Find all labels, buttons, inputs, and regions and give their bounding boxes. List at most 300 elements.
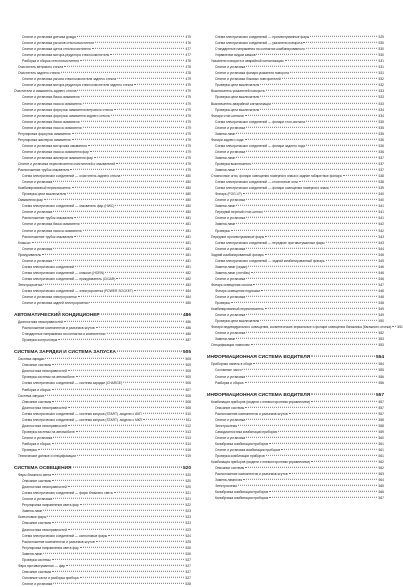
toc-page-number: 557 bbox=[378, 405, 384, 410]
dot-leader bbox=[43, 510, 184, 511]
toc-entry-title: Система зарядки bbox=[18, 357, 45, 362]
toc-left-column bbox=[14, 34, 191, 587]
dot-leader bbox=[53, 583, 184, 584]
toc-entry-title: Проверка системы bbox=[22, 557, 51, 562]
toc-page-number: 546 bbox=[378, 270, 384, 275]
dot-leader bbox=[72, 133, 185, 134]
toc-entry-title: Расположение трубок омывателя bbox=[18, 168, 70, 173]
toc-page-number: 527 bbox=[185, 575, 191, 580]
toc-entry-title: Снятие и установка bbox=[215, 216, 246, 221]
toc-page-number: 530 bbox=[378, 47, 384, 52]
section-gap bbox=[14, 343, 191, 346]
toc-entry-title: Очиститель заднего стекла bbox=[18, 71, 60, 76]
toc-entry-title: Снятие и установка комбинации приборов bbox=[215, 448, 281, 452]
dot-leader bbox=[143, 413, 185, 414]
toc-page-number: 524 bbox=[185, 533, 191, 538]
toc-page-number: 559 bbox=[378, 429, 384, 434]
dot-leader bbox=[261, 290, 378, 291]
toc-page-number: 551 bbox=[397, 325, 403, 330]
toc-entry-title: Снятие и установка bbox=[215, 246, 246, 251]
toc-entry-title: Расположение трубок омывателя bbox=[22, 234, 74, 239]
dot-leader bbox=[76, 431, 185, 432]
toc-page-number: 540 bbox=[378, 192, 384, 197]
dot-leader bbox=[246, 296, 377, 297]
toc-entry-title: Приборная панель в сборе bbox=[211, 362, 253, 367]
toc-page-number: 549 bbox=[378, 313, 384, 318]
toc-section-heading[interactable] bbox=[14, 349, 191, 356]
dot-leader bbox=[52, 522, 184, 523]
dot-leader bbox=[245, 467, 377, 468]
toc-page-number: 479 bbox=[185, 143, 191, 148]
toc-page-number: 520 bbox=[185, 485, 191, 490]
dot-leader bbox=[306, 48, 378, 49]
dot-leader bbox=[68, 528, 185, 529]
toc-page-number: 486 bbox=[185, 326, 191, 331]
toc-page-number: 527 bbox=[185, 563, 191, 568]
toc-entry-title: Проверка цепи выключателя bbox=[215, 319, 260, 324]
dot-leader bbox=[66, 565, 184, 566]
toc-entry-title: Снятие и установка бачка омывателя bbox=[22, 222, 80, 227]
toc-page-number: 556 bbox=[378, 380, 384, 385]
dot-leader bbox=[246, 151, 377, 152]
toc-entry-title: Описание системы bbox=[22, 521, 52, 526]
dot-leader bbox=[289, 473, 378, 474]
toc-entry-title: Снятие и установка bbox=[215, 65, 246, 70]
toc-entry-title: Снятие и установка бачка омывателя bbox=[22, 95, 80, 100]
dot-leader bbox=[246, 278, 377, 279]
toc-entry-title: Описание системы bbox=[22, 479, 52, 484]
toc-entry-title: Омыватели фар bbox=[18, 198, 43, 203]
toc-page-number: 528 bbox=[185, 581, 191, 586]
toc-entry-title: Комбинированный переключатель bbox=[18, 186, 71, 191]
toc-entry-title: Снятие и установка форсунок омывателя заднего стекла bbox=[22, 113, 110, 118]
toc-page-number: 481 bbox=[185, 252, 191, 257]
toc-page-number: 535 bbox=[378, 119, 384, 124]
toc-entry-title: Схема электрических соединений — стояночные огни bbox=[215, 180, 298, 185]
toc-section-heading[interactable] bbox=[207, 354, 384, 361]
toc-section-heading[interactable] bbox=[207, 392, 384, 399]
dot-leader bbox=[246, 437, 377, 438]
toc-entry-title: Схема электрических соединений — клаксон (HORN) bbox=[22, 270, 105, 275]
dot-leader bbox=[246, 217, 377, 218]
dot-leader bbox=[83, 229, 185, 230]
toc-entry-title: Проверка цепи выключателя bbox=[215, 107, 260, 112]
dot-leader bbox=[115, 205, 184, 206]
toc-page-number: 522 bbox=[185, 503, 191, 508]
toc-page-number: 558 bbox=[378, 423, 384, 428]
dot-leader bbox=[80, 546, 185, 547]
toc-entry-title: Снятие и установка боковых повторителей bbox=[215, 77, 281, 82]
toc-entry-title: Самодиагностика комбинации приборов bbox=[215, 429, 278, 434]
toc-page-number: 561 bbox=[378, 448, 384, 452]
toc-page-number: 537 bbox=[378, 161, 384, 166]
toc-section-heading[interactable] bbox=[14, 312, 191, 319]
toc-page-number: 481 bbox=[185, 246, 191, 251]
toc-page-number: 481 bbox=[185, 264, 191, 269]
toc-page-number: 558 bbox=[378, 417, 384, 422]
toc-entry-title: Проверка цепи выключателя bbox=[215, 95, 260, 100]
dot-leader bbox=[52, 474, 184, 475]
toc-page-number: 478 bbox=[185, 59, 191, 64]
dot-leader bbox=[72, 187, 185, 188]
toc-page-number: 540 bbox=[378, 198, 384, 203]
toc-entry-title: Снятие и установка bbox=[215, 125, 246, 130]
toc-page-number: 505 bbox=[185, 375, 191, 380]
toc-entry-title: Снятие и установка мотора-редуктора стеклоочистителя заднего стекла bbox=[22, 83, 134, 88]
toc-page-number: 536 bbox=[378, 137, 384, 142]
dot-leader bbox=[310, 36, 377, 37]
toc-entry-title: Снятие и установка bbox=[215, 313, 246, 318]
dot-leader bbox=[68, 406, 185, 407]
dot-leader bbox=[94, 157, 185, 158]
toc-page-number: 479 bbox=[185, 125, 191, 130]
toc-page-number: 484 bbox=[185, 295, 191, 300]
toc-page-number: 531 bbox=[378, 59, 384, 64]
toc-entry[interactable] bbox=[14, 581, 191, 587]
toc-entry-title: Проверка bbox=[215, 301, 230, 306]
toc-entry-title: Снятие и установка насоса омывателя bbox=[22, 228, 82, 233]
dot-leader bbox=[251, 272, 377, 273]
toc-page-number: 565 bbox=[378, 484, 384, 489]
toc-entry-title: Калибровка комбинации приборов bbox=[215, 496, 269, 501]
toc-entry-title: Фара противотуманная — фар bbox=[18, 563, 66, 568]
toc-entry-title: Снятие и установка bbox=[215, 374, 246, 379]
toc-page-number: 505 bbox=[185, 357, 191, 362]
toc-page-number: 534 bbox=[378, 107, 384, 112]
dot-leader bbox=[236, 133, 377, 134]
toc-page-number: 511 bbox=[185, 417, 191, 422]
dot-leader bbox=[74, 217, 184, 218]
toc-page-number: 481 bbox=[185, 228, 191, 233]
toc-page-number: 535 bbox=[378, 125, 384, 130]
dot-leader bbox=[52, 571, 184, 572]
dot-leader bbox=[53, 181, 184, 182]
toc-entry-title: Прикуриватель bbox=[18, 252, 42, 257]
dot-leader bbox=[83, 102, 185, 103]
toc-entry-title: Схема электрических соединений — ксеноновые фары bbox=[22, 533, 108, 538]
toc-entry-title: Описание системы bbox=[22, 363, 52, 368]
toc-page-number: 513 bbox=[185, 435, 191, 440]
dot-leader bbox=[243, 479, 377, 480]
dot-leader bbox=[105, 272, 184, 273]
dot-leader bbox=[251, 344, 378, 345]
dot-leader bbox=[45, 358, 184, 359]
dot-leader bbox=[88, 145, 185, 146]
toc-entry-title: Проверка цепи выключателя bbox=[215, 83, 260, 88]
dot-leader bbox=[110, 54, 184, 55]
toc-entry-title: Схема электрических соединений — указатели поворота bbox=[215, 41, 303, 46]
dot-leader bbox=[236, 338, 377, 339]
dot-leader bbox=[238, 485, 378, 486]
dot-leader bbox=[77, 90, 184, 91]
toc-entry-title: Регулировка форсунок омывателя bbox=[18, 131, 71, 136]
dot-leader bbox=[231, 302, 378, 303]
toc-entry-title: Регулировка направления света фар bbox=[22, 545, 79, 550]
dot-leader bbox=[52, 480, 184, 481]
toc-page-number: 548 bbox=[378, 301, 384, 306]
dot-leader bbox=[78, 296, 185, 297]
dot-leader bbox=[96, 327, 185, 328]
toc-page-number: 542 bbox=[378, 228, 384, 233]
dot-leader bbox=[253, 284, 377, 285]
dot-leader bbox=[290, 72, 378, 73]
dot-leader bbox=[242, 369, 377, 370]
toc-entry-title: Регулировка направления света фар bbox=[22, 503, 79, 508]
toc-page-number: 516 bbox=[185, 448, 191, 452]
toc-page-number: 532 bbox=[378, 77, 384, 82]
toc-page-number: 478 bbox=[185, 65, 191, 70]
dot-leader bbox=[238, 425, 378, 426]
toc-page-number: 527 bbox=[185, 569, 191, 574]
toc-page-number: 546 bbox=[378, 276, 384, 281]
toc-page-number: 479 bbox=[185, 149, 191, 154]
dot-leader bbox=[58, 339, 184, 340]
dot-leader bbox=[68, 425, 185, 426]
dot-leader bbox=[246, 314, 377, 315]
toc-page-number: 487 bbox=[185, 338, 191, 343]
toc-entry-title: Диагностика неисправностей bbox=[22, 423, 67, 428]
toc-page-number: 476 bbox=[185, 41, 191, 46]
toc-page-number: 544 bbox=[378, 246, 384, 251]
section-gap bbox=[207, 348, 384, 351]
toc-entry-title: Снятие и установка насоса омывателя bbox=[22, 101, 82, 106]
toc-page-number: 538 bbox=[378, 180, 384, 185]
dot-leader bbox=[111, 114, 185, 115]
toc-page-number: 480 bbox=[185, 210, 191, 215]
toc-page-number: 486 bbox=[182, 313, 191, 319]
toc-page-number: 536 bbox=[378, 149, 384, 154]
toc-page-number: 536 bbox=[378, 143, 384, 148]
toc-entry-title: Фонарь (FOG LP) bbox=[215, 192, 242, 197]
toc-entry-title: Диагностика неисправностей bbox=[18, 320, 63, 325]
toc-page-number: 537 bbox=[378, 168, 384, 173]
toc-page-number: 479 bbox=[185, 77, 191, 82]
toc-entry-title: Снятие и установка bbox=[22, 210, 53, 215]
dot-leader bbox=[67, 193, 184, 194]
toc-entry-title: Схема электрических соединений — система зарядки (CHARGE) bbox=[22, 381, 123, 386]
dot-leader bbox=[121, 175, 184, 176]
toc-page-number: 537 bbox=[378, 155, 384, 160]
toc-page-number: 533 bbox=[378, 101, 384, 106]
dot-leader bbox=[80, 60, 185, 61]
toc-entry-title: Электросхема bbox=[215, 484, 237, 489]
dot-leader bbox=[143, 419, 185, 420]
dot-leader bbox=[52, 559, 185, 560]
toc-entry-title: Снятие и установка насоса омывателя фар bbox=[22, 149, 89, 154]
dot-leader bbox=[272, 102, 378, 103]
toc-page-number: 479 bbox=[185, 95, 191, 100]
dot-leader bbox=[68, 370, 185, 371]
toc-entry-title: Фонари стоп-сигнала bbox=[211, 113, 244, 118]
toc-entry-title: Проверка комбинации приборов bbox=[215, 454, 265, 459]
dot-leader bbox=[245, 381, 378, 382]
toc-page-number: 548 bbox=[378, 288, 384, 293]
dot-leader bbox=[282, 78, 378, 79]
toc-entry-title: Снятие и установка мотора-редуктора стеклоочистителя bbox=[22, 53, 110, 58]
toc-entry-title: Снятие и установка рычага стеклоочистителя заднего стекла bbox=[22, 77, 117, 82]
toc-entry-title: Задний комбинированный фонарь bbox=[211, 252, 264, 257]
toc-page-number: 561 bbox=[378, 441, 384, 446]
dot-leader bbox=[253, 363, 377, 364]
dot-leader bbox=[42, 253, 184, 254]
dot-leader bbox=[260, 96, 377, 97]
toc-page-number: 479 bbox=[185, 161, 191, 166]
toc-entry-title: Описание системы bbox=[215, 405, 245, 410]
toc-page-number: 479 bbox=[185, 155, 191, 160]
dot-leader bbox=[303, 42, 377, 43]
toc-entry-title: Указатели поворота и аварийной сигнализации bbox=[211, 59, 284, 64]
toc-entry-title: Калибровка комбинации приборов bbox=[215, 441, 269, 446]
toc-page-number: 562 bbox=[378, 460, 384, 465]
dot-leader bbox=[266, 455, 378, 456]
toc-entry-title: Диагностика неисправностей bbox=[22, 527, 67, 532]
toc-entry-title: Описание системы bbox=[215, 466, 245, 471]
dot-leader bbox=[114, 492, 185, 493]
toc-entry-title: Стандартные напряжения на контактах комбинированного bbox=[215, 47, 305, 52]
toc-entry-title: Стояночные огни, фонари освещения номерного знака и задние габаритные фонари bbox=[211, 174, 342, 179]
toc-page-number: 560 bbox=[378, 435, 384, 440]
dot-leader bbox=[72, 139, 185, 140]
dot-leader bbox=[231, 229, 378, 230]
toc-entry-title: Проверка системы на автомобиле bbox=[22, 375, 75, 380]
toc-entry-title: Замена ламп bbox=[22, 509, 43, 514]
toc-page-number: 555 bbox=[378, 368, 384, 373]
toc-entry-title: Расположение компонентов и разъемов жгутов bbox=[215, 411, 288, 416]
toc-page-number: 479 bbox=[185, 107, 191, 112]
dot-leader bbox=[80, 577, 185, 578]
dot-leader bbox=[260, 84, 377, 85]
toc-page-number: 483 bbox=[185, 282, 191, 287]
toc-page-number: 519 bbox=[185, 454, 191, 459]
dot-leader bbox=[38, 449, 185, 450]
toc-entry-title: Схема электрических соединений — задний комбинированный фонарь bbox=[215, 258, 325, 263]
toc-page-number: 526 bbox=[185, 545, 191, 550]
section-gap bbox=[14, 306, 191, 309]
toc-entry-title: Схема электрических соединений — система запуска (START) -модели с МКП bbox=[22, 417, 143, 422]
dot-leader bbox=[311, 461, 377, 462]
toc-entry-title: Схема электрических соединений — омыватель фар (HWC) bbox=[22, 204, 115, 209]
dot-leader bbox=[343, 175, 378, 176]
dot-leader bbox=[246, 375, 377, 376]
dot-leader bbox=[92, 48, 185, 49]
toc-entry-title: Стандартные напряжения на контактах и компонентах bbox=[22, 332, 106, 337]
toc-entry-title: СИСТЕМА ЗАРЯДКИ И СИСТЕМА ЗАПУСКА bbox=[14, 350, 116, 356]
dot-leader bbox=[236, 157, 377, 158]
toc-entry-title: Замена ламп bbox=[215, 337, 236, 342]
toc-page-number: 486 bbox=[185, 320, 191, 325]
toc-page-number: 557 bbox=[378, 411, 384, 416]
toc-page-number: 505 bbox=[182, 350, 191, 356]
dot-leader bbox=[52, 400, 184, 401]
dot-leader bbox=[89, 302, 184, 303]
dot-leader bbox=[83, 127, 185, 128]
toc-page-number: 554 bbox=[378, 362, 384, 367]
dot-leader bbox=[45, 394, 185, 395]
toc-entry-title: Фонарь освещения салона bbox=[211, 282, 253, 287]
toc-entry-title: Проверка bbox=[215, 228, 230, 233]
toc-entry-title: Схема электрических соединений — электророзетка (POWER SOCKET) bbox=[22, 288, 134, 293]
toc-entry-title: АВТОМАТИЧЕСКИЙ КОНДИЦИОНЕР bbox=[14, 313, 100, 319]
toc-entry-title: Снятие и установка фонаря указателя поворота bbox=[215, 71, 289, 76]
toc-page-number: 525 bbox=[185, 539, 191, 544]
toc-page-number: 477 bbox=[185, 47, 191, 52]
toc-entry-title: Диагностика неисправностей bbox=[22, 369, 67, 374]
toc-entry-title: Снятие и установка бачка омывателя bbox=[22, 119, 80, 124]
toc-page-number: 535 bbox=[378, 131, 384, 136]
dot-leader bbox=[260, 108, 377, 109]
toc-page-number: 564 bbox=[378, 478, 384, 483]
toc-page-number: 556 bbox=[378, 374, 384, 379]
toc-entry-title: Снятие и установка рычагов стеклоочистителя bbox=[22, 41, 94, 46]
toc-entry-title: Замена ламп (седан) bbox=[215, 264, 248, 269]
toc-entry[interactable] bbox=[207, 495, 384, 501]
toc-entry-title: Замена ламп (хэтчбек) bbox=[215, 270, 251, 275]
section-gap bbox=[207, 386, 384, 389]
toc-page-number: 512 bbox=[185, 423, 191, 428]
toc-page-number: 521 bbox=[185, 491, 191, 496]
dot-leader bbox=[52, 443, 185, 444]
toc-page-number: 481 bbox=[185, 258, 191, 263]
toc-entry-title: Описание системы bbox=[22, 399, 52, 404]
toc-page-number: 566 bbox=[378, 490, 384, 495]
toc-entry-title: Калибровка комбинации приборов bbox=[215, 490, 269, 495]
dot-leader bbox=[52, 364, 184, 365]
toc-entry-title: Замена ламп bbox=[215, 131, 236, 136]
toc-page-number: 480 bbox=[185, 174, 191, 179]
toc-page-number: 534 bbox=[378, 113, 384, 118]
toc-page-number: 480 bbox=[185, 180, 191, 185]
toc-entry-title: Комбинация приборов (модели с пневосторонним управлением) bbox=[211, 460, 311, 465]
toc-page-number: 561 bbox=[378, 454, 384, 459]
toc-entry-title: Описание системы bbox=[22, 569, 52, 574]
toc-entry-title: Фары ближнего света bbox=[18, 473, 52, 478]
toc-page-number: 553 bbox=[378, 337, 384, 342]
dot-leader bbox=[81, 120, 185, 121]
toc-page-number: 523 bbox=[185, 527, 191, 532]
toc-page-number: 530 bbox=[378, 41, 384, 46]
toc-entry-title: Комбинация приборов (модели с пневосторонним управлением) bbox=[211, 399, 311, 404]
dot-leader bbox=[256, 54, 377, 55]
toc-entry-title: Клаксон bbox=[18, 240, 31, 245]
toc-page-number: 521 bbox=[185, 497, 191, 502]
toc-page-number: 479 bbox=[185, 137, 191, 142]
toc-entry-title: Снятие и установка переключателя очистителей и омывателей bbox=[18, 161, 116, 166]
toc-page-number: 479 bbox=[185, 119, 191, 124]
toc-page-number: 508 bbox=[185, 393, 191, 398]
toc-section-heading[interactable] bbox=[14, 465, 191, 472]
toc-entry-title: Схема электрических соединений — фонари заднего хода bbox=[215, 143, 305, 148]
toc-entry-title: Схема электрических соединений bbox=[22, 264, 75, 269]
toc-entry-title: Снятие и установка датчика дождя bbox=[22, 35, 76, 39]
toc-page-number: 479 bbox=[185, 113, 191, 118]
toc-page-number: 563 bbox=[378, 472, 384, 477]
toc-page-number: 552 bbox=[378, 331, 384, 336]
toc-entry-title: Схема электрических соединений — очиститель заднего стекла bbox=[22, 174, 121, 179]
toc-entry-title: Составные части bbox=[215, 368, 242, 373]
toc-page-number: 505 bbox=[185, 369, 191, 374]
toc-page-number: 531 bbox=[378, 71, 384, 76]
dot-leader bbox=[265, 308, 378, 309]
dot-leader bbox=[53, 260, 184, 261]
toc-entry-title: Электросхема bbox=[215, 423, 237, 428]
toc-page-number: 541 bbox=[378, 204, 384, 209]
dot-leader bbox=[81, 223, 185, 224]
dot-leader bbox=[114, 108, 185, 109]
dot-leader bbox=[90, 151, 185, 152]
toc-page-number: 479 bbox=[185, 131, 191, 136]
toc-entry-title: Регулировка жиклеров омывателя bbox=[18, 137, 71, 142]
toc-entry-title: Проверка выключателя bbox=[215, 161, 251, 166]
